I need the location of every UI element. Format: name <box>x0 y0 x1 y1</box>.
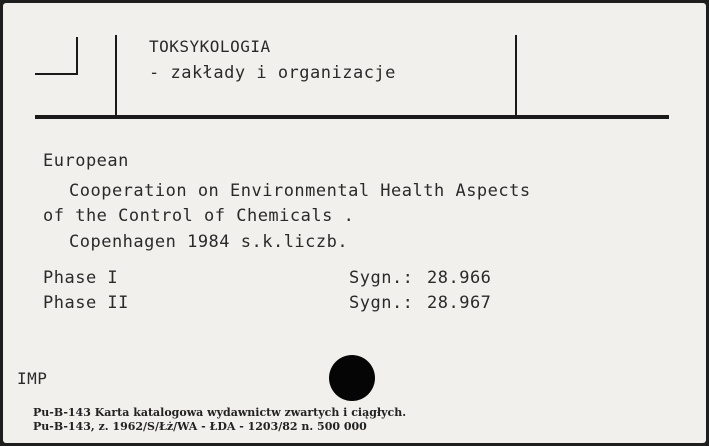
phase-1-sygn-label: Sygn.: <box>349 268 414 288</box>
punch-hole <box>329 355 375 401</box>
phase-2-sygn-value: 28.967 <box>427 293 492 313</box>
imp-mark: IMP <box>17 369 48 388</box>
entry-line-3: of the Control of Chemicals . <box>43 206 355 226</box>
corner-mark-vertical <box>76 37 78 75</box>
header-divider-right <box>515 35 517 115</box>
corner-mark-horizontal <box>35 73 77 75</box>
entry-line-4: Copenhagen 1984 s.k.liczb. <box>69 232 349 252</box>
entry-line-2: Cooperation on Environmental Health Aspects <box>69 181 531 201</box>
card-heading: TOKSYKOLOGIA <box>149 37 271 56</box>
entry-line-1: European <box>43 151 129 171</box>
header-divider-left <box>115 35 117 115</box>
card-subheading: - zakłady i organizacje <box>149 63 396 83</box>
header-rule <box>35 115 669 119</box>
phase-2-sygn-label: Sygn.: <box>349 293 414 313</box>
phase-1-label: Phase I <box>43 268 119 288</box>
phase-2-label: Phase II <box>43 293 129 313</box>
footer-line-2: Pu-B-143, z. 1962/S/Łż/WA - ŁDA - 1203/82 n. 500 000 <box>33 420 367 433</box>
footer-line-1: Pu-B-143 Karta katalogowa wydawnictw zwartych i ciągłych. <box>33 406 407 419</box>
phase-1-sygn-value: 28.966 <box>427 268 492 288</box>
catalog-card <box>3 3 706 443</box>
